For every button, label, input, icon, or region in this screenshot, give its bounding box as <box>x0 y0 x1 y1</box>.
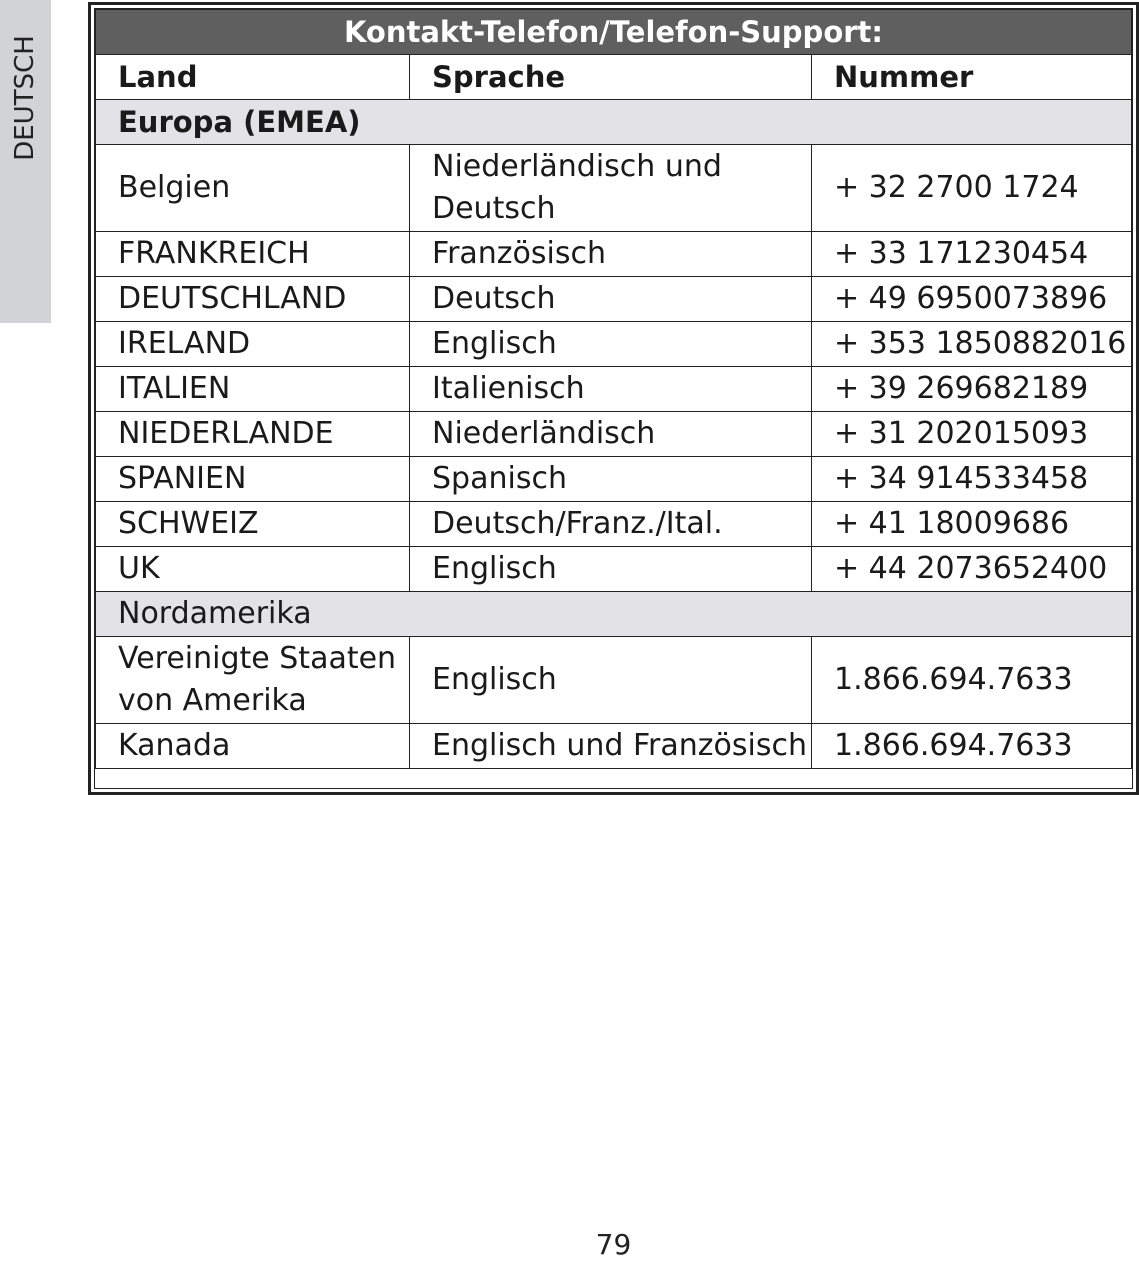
table-header-row <box>96 55 1132 100</box>
region-name: Nordamerika <box>96 592 1132 637</box>
language-cell: Französisch <box>410 232 812 277</box>
country-cell: Belgien <box>96 145 410 232</box>
number-cell: + 353 1850882016 <box>812 322 1132 367</box>
language-side-tab-label: DEUTSCH <box>10 35 40 161</box>
region-name: Europa (EMEA) <box>96 100 1132 145</box>
country-cell: Kanada <box>96 724 410 769</box>
table-row <box>96 232 1132 277</box>
table-row <box>96 637 1132 724</box>
table-row <box>96 412 1132 457</box>
language-cell: Englisch <box>410 547 812 592</box>
language-cell: Deutsch/Franz./Ital. <box>410 502 812 547</box>
country-cell: SCHWEIZ <box>96 502 410 547</box>
region-row-north-america <box>96 592 1132 637</box>
language-cell: Deutsch <box>410 277 812 322</box>
number-cell: + 33 171230454 <box>812 232 1132 277</box>
table-row <box>96 502 1132 547</box>
table-row <box>96 457 1132 502</box>
header-country: Land <box>96 55 410 100</box>
support-phone-table <box>95 9 1132 769</box>
number-cell: 1.866.694.7633 <box>812 637 1132 724</box>
page-number: 79 <box>595 1228 632 1261</box>
number-cell: + 39 269682189 <box>812 367 1132 412</box>
number-cell: + 44 2073652400 <box>812 547 1132 592</box>
number-cell: + 32 2700 1724 <box>812 145 1132 232</box>
country-cell: NIEDERLANDE <box>96 412 410 457</box>
country-cell: Vereinigte Staaten von Amerika <box>96 637 410 724</box>
language-cell: Niederländisch und Deutsch <box>410 145 812 232</box>
language-cell: Englisch <box>410 637 812 724</box>
number-cell: + 34 914533458 <box>812 457 1132 502</box>
table-title: Kontakt-Telefon/Telefon-Support: <box>96 10 1132 55</box>
table-row <box>96 277 1132 322</box>
country-cell: IRELAND <box>96 322 410 367</box>
language-cell: Englisch <box>410 322 812 367</box>
table-row <box>96 322 1132 367</box>
table-row <box>96 547 1132 592</box>
support-phone-table-frame <box>88 2 1139 795</box>
region-row-europe <box>96 100 1132 145</box>
number-cell: + 49 6950073896 <box>812 277 1132 322</box>
country-cell: UK <box>96 547 410 592</box>
header-number: Nummer <box>812 55 1132 100</box>
header-language: Sprache <box>410 55 812 100</box>
table-row <box>96 145 1132 232</box>
table-row <box>96 367 1132 412</box>
country-cell: FRANKREICH <box>96 232 410 277</box>
number-cell: + 31 202015093 <box>812 412 1132 457</box>
number-cell: + 41 18009686 <box>812 502 1132 547</box>
language-cell: Englisch und Französisch <box>410 724 812 769</box>
table-row <box>96 724 1132 769</box>
country-cell: ITALIEN <box>96 367 410 412</box>
country-cell: DEUTSCHLAND <box>96 277 410 322</box>
language-cell: Niederländisch <box>410 412 812 457</box>
number-cell: 1.866.694.7633 <box>812 724 1132 769</box>
country-cell: SPANIEN <box>96 457 410 502</box>
table-title-row <box>96 10 1132 55</box>
language-cell: Italienisch <box>410 367 812 412</box>
support-phone-table-inner <box>94 8 1133 789</box>
language-side-tab <box>0 0 51 323</box>
language-cell: Spanisch <box>410 457 812 502</box>
